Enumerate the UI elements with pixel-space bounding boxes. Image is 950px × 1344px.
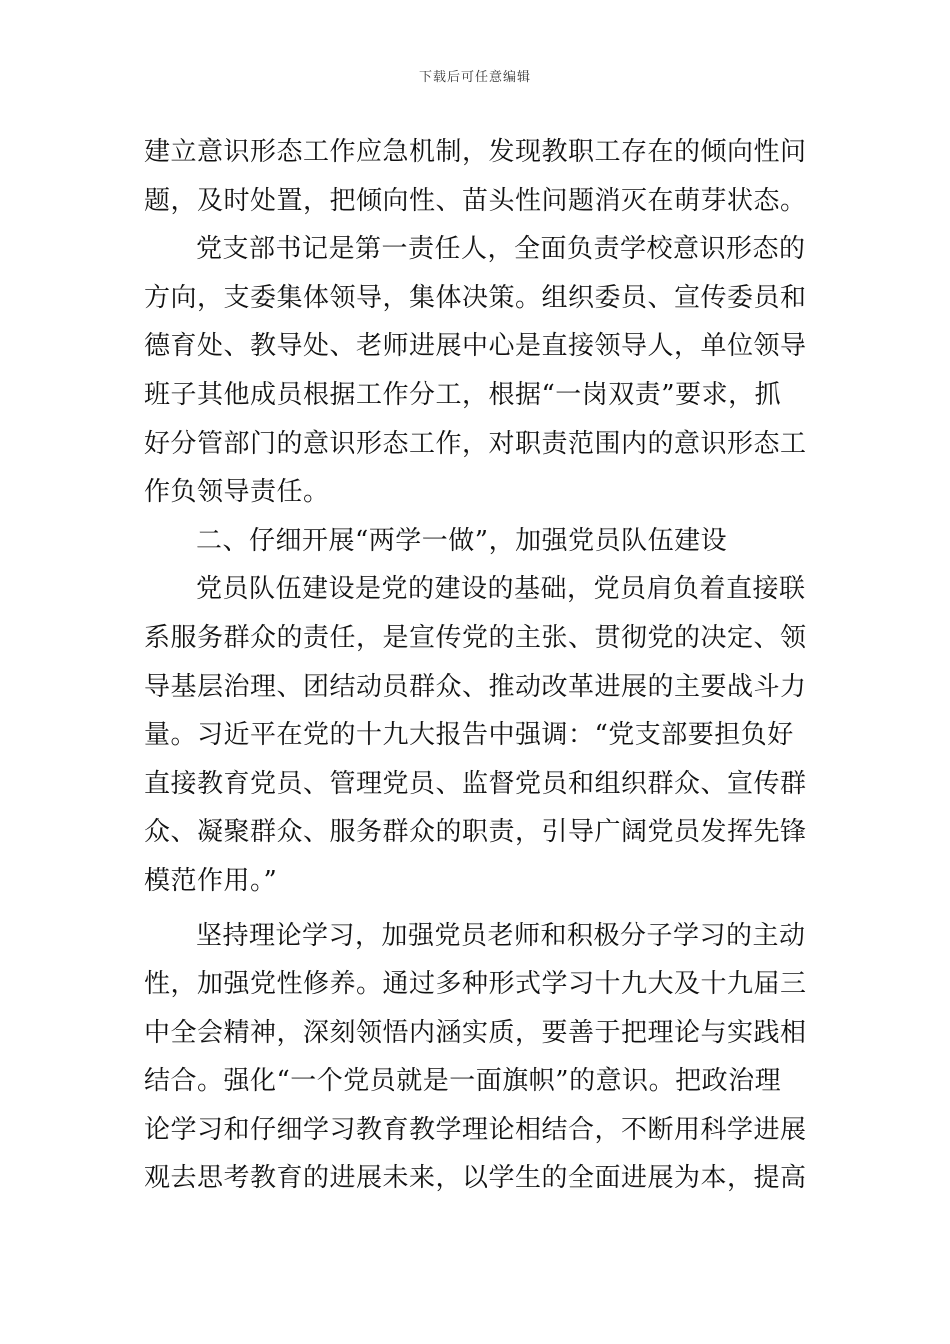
document-body [144,128,810,1203]
page-header: 下载后可任意编辑 [418,70,531,85]
section-heading: 二、仔细开展“两学一做”，加强党员队伍建设 [196,525,728,556]
text-line: 好分管部门的意识形态工作，对职责范围内的意识形态工 [144,428,807,459]
text-line: 直接教育党员、管理党员、监督党员和组织群众、宣传群 [144,768,807,799]
text-line: 性，加强党性修养。通过多种形式学习十九大及十九届三 [144,969,807,1000]
text-line: 党支部书记是第一责任人，全面负责学校意识形态的 [196,234,806,265]
text-line: 论学习和仔细学习教育教学理论相结合，不断用科学进展 [144,1114,807,1145]
text-line: 班子其他成员根据工作分工，根据“一岗双责”要求，抓 [144,379,782,410]
text-line: 量。习近平在党的十九大报告中强调：“党支部要担负好 [144,720,794,751]
text-line: 众、凝聚群众、服务群众的职责，引导广阔党员发挥先锋 [144,817,807,848]
text-line: 党员队伍建设是党的建设的基础，党员肩负着直接联 [196,574,806,605]
text-line: 导基层治理、团结动员群众、推动改革进展的主要战斗力 [144,671,807,702]
text-line: 方向，支委集体领导，集体决策。组织委员、宣传委员和 [144,282,807,313]
text-line: 题，及时处置，把倾向性、苗头性问题消灭在萌芽状态。 [144,185,807,216]
text-line: 系服务群众的责任，是宣传党的主张、贯彻党的决定、领 [144,622,807,653]
text-line: 德育处、教导处、老师进展中心是直接领导人，单位领导 [144,331,807,362]
text-line: 建立意识形态工作应急机制，发现教职工存在的倾向性问 [144,137,807,167]
text-line: 观去思考教育的进展未来，以学生的全面进展为本，提高 [144,1163,807,1194]
text-line: 中全会精神，深刻领悟内涵实质，要善于把理论与实践相 [144,1017,807,1048]
text-line: 模范作用。” [144,865,278,896]
text-line: 坚持理论学习，加强党员老师和积极分子学习的主动 [196,920,806,951]
text-line: 结合。强化“一个党员就是一面旗帜”的意识。把政治理 [144,1066,782,1097]
text-line: 作负领导责任。 [144,477,330,508]
